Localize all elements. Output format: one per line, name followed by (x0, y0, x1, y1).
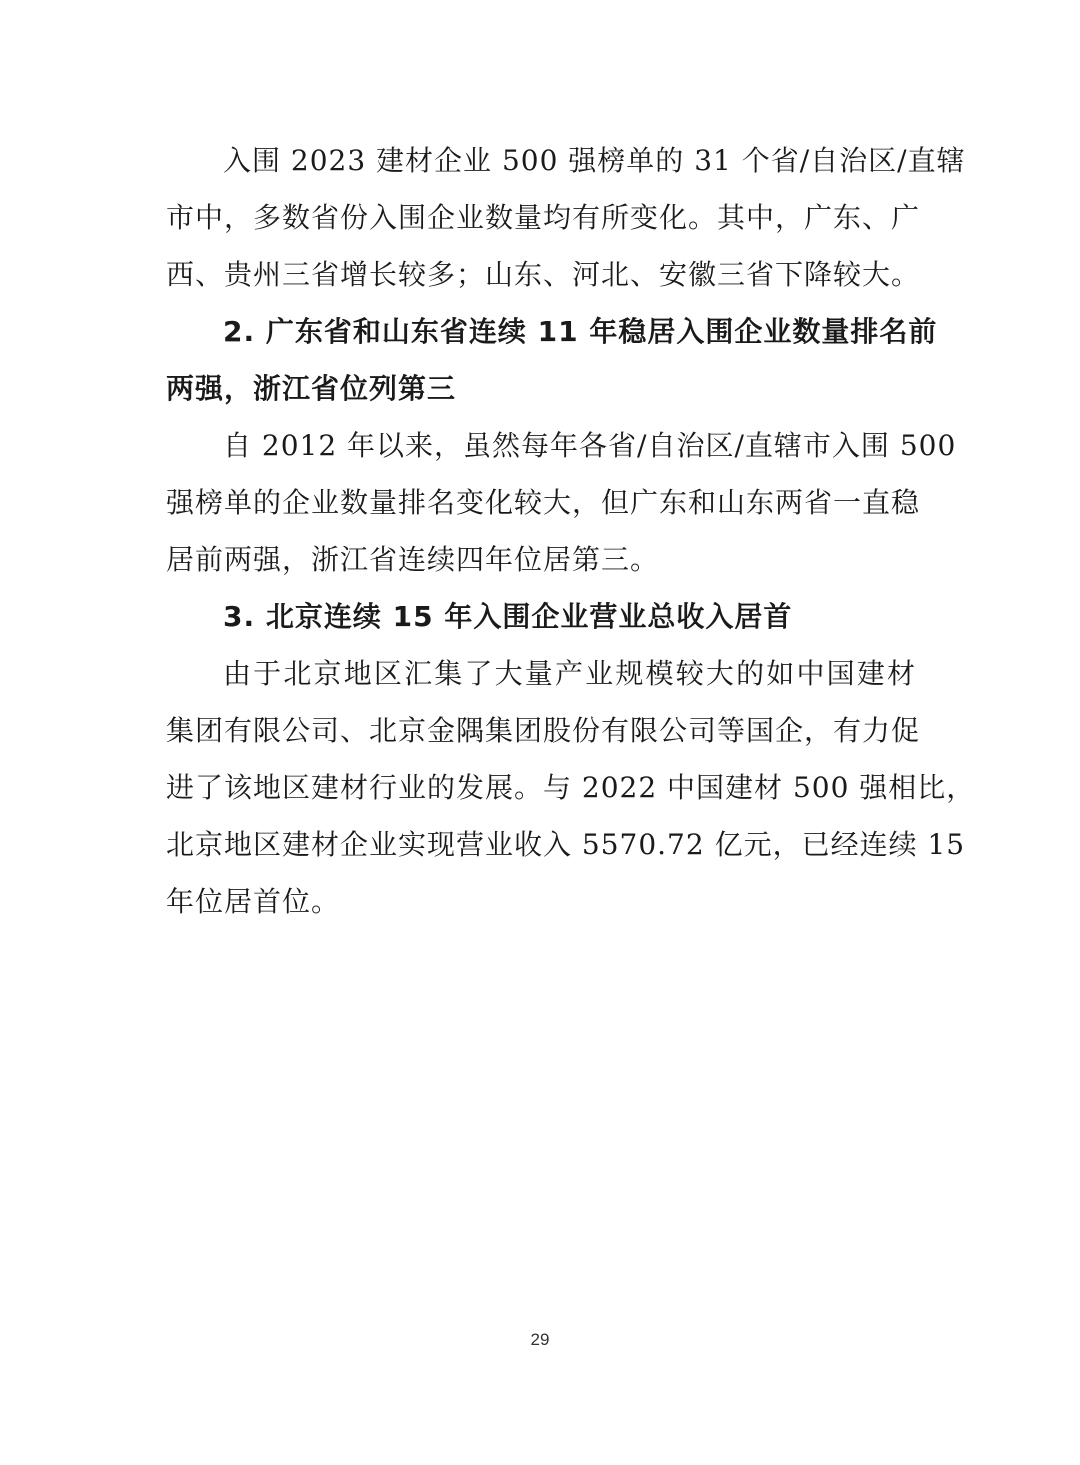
text-line: 由于北京地区汇集了大量产业规模较大的如中国建材 (223, 657, 916, 690)
text-line: 入围 2023 建材企业 500 强榜单的 31 个省/自治区/直辖 (223, 144, 966, 177)
text-line: 年位居首位。 (166, 885, 341, 918)
paragraph-ranking (166, 417, 957, 588)
text-line: 集团有限公司、北京金隅集团股份有限公司等国企，有力促 (166, 714, 921, 747)
text-line: 居前两强，浙江省连续四年位居第三。 (166, 543, 660, 576)
text-line: 自 2012 年以来，虽然每年各省/自治区/直辖市入围 500 (223, 429, 957, 462)
section-heading-3 (166, 588, 916, 645)
paragraph-provinces-change (166, 132, 966, 303)
text-line: 进了该地区建材行业的发展。与 2022 中国建材 500 强相比， (166, 771, 976, 804)
text-line: 市中，多数省份入围企业数量均有所变化。其中，广东、广 (166, 201, 921, 234)
page-number: 29 (530, 1330, 550, 1349)
text-line: 强榜单的企业数量排名变化较大，但广东和山东两省一直稳 (166, 486, 921, 519)
paragraph-beijing-revenue (166, 645, 976, 930)
heading-line: 两强，浙江省位列第三 (166, 372, 457, 405)
heading-line: 3. 北京连续 15 年入围企业营业总收入居首 (223, 600, 793, 633)
document-body (166, 132, 976, 930)
text-line: 西、贵州三省增长较多；山东、河北、安徽三省下降较大。 (166, 258, 921, 291)
text-line: 北京地区建材企业实现营业收入 5570.72 亿元，已经连续 15 (166, 828, 966, 861)
heading-line: 2. 广东省和山东省连续 11 年稳居入围企业数量排名前 (223, 315, 938, 348)
section-heading-2 (166, 303, 938, 417)
